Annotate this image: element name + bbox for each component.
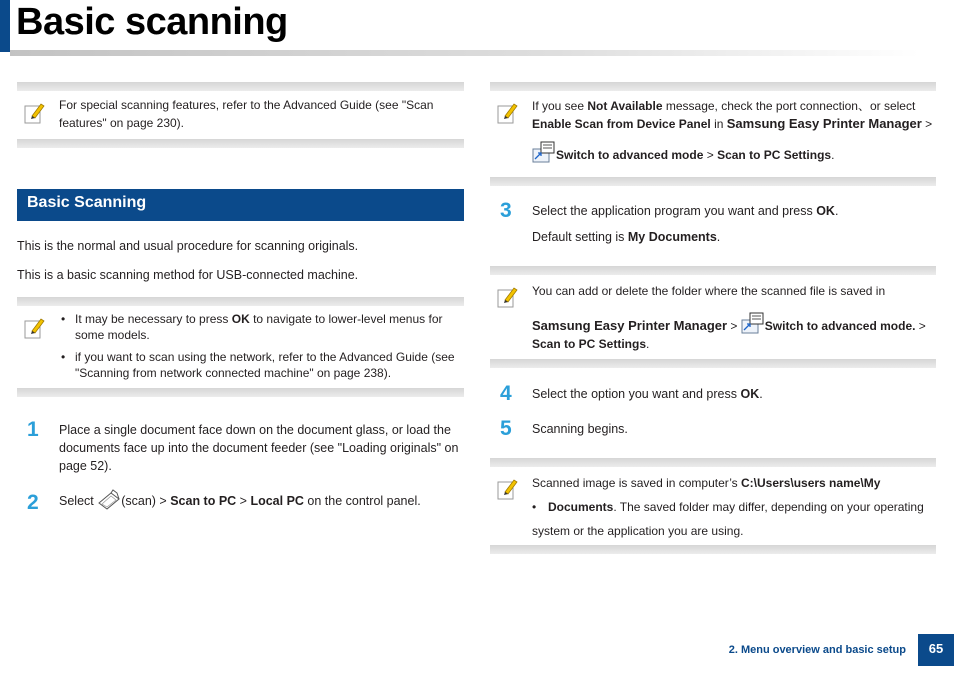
note-text-path: Switch to advanced mode > Scan to PC Settings. <box>532 141 936 164</box>
step-text: Select the option you want and press OK. <box>532 387 763 401</box>
switch-mode-icon <box>741 312 765 334</box>
step-number: 2 <box>27 491 39 514</box>
header-accent-bar <box>0 0 10 52</box>
scanner-icon <box>97 489 121 511</box>
note-text-path: Samsung Easy Printer Manager > Switch to advanced mode. > Scan to PC Settings. <box>532 312 936 353</box>
step-text: Scanning begins. <box>532 422 628 436</box>
step-text: Select (scan) > Scan to PC > Local PC on the control panel. <box>59 489 464 511</box>
pencil-note-icon <box>497 101 519 125</box>
step-4 <box>490 382 936 405</box>
list-item: • It may be necessary to press OK to navigate to lower-level menus for some models. <box>59 311 464 343</box>
step-3 <box>490 199 936 246</box>
pencil-note-icon <box>497 477 519 501</box>
step-text: Place a single document face down on the document glass, or load the documents face up into the document feeder (see "Loading originals" on page 52). <box>59 423 459 473</box>
intro-text-1: This is the normal and usual procedure for scanning originals. <box>17 239 359 253</box>
note-advanced-guide <box>17 82 464 148</box>
note-text: Scanned image is saved in computer’s C:\Users\users name\My • Documents. The saved folder may differ, depending on your operating system or the application you are using. <box>532 476 924 538</box>
step-text-default: Default setting is My Documents. <box>532 230 721 244</box>
pencil-note-icon <box>24 316 46 340</box>
note-lower-level-menus <box>17 297 464 397</box>
note-not-available <box>490 82 936 186</box>
step-number: 3 <box>500 199 512 222</box>
footer-chapter: 2. Menu overview and basic setup <box>728 644 906 656</box>
section-title: Basic Scanning <box>17 189 464 221</box>
note-saved-location <box>490 458 936 554</box>
step-1 <box>17 418 464 475</box>
pencil-note-icon <box>497 285 519 309</box>
note-bullet-list <box>59 311 464 381</box>
note-folder <box>490 266 936 368</box>
step-number: 4 <box>500 382 512 405</box>
step-text: Select the application program you want and press OK. <box>532 204 839 218</box>
note-text: If you see Not Available message, check the port connection、or select Enable Scan from Device Panel in Samsung Easy Printer Manager > <box>532 99 933 131</box>
step-2 <box>17 489 464 514</box>
left-column <box>17 82 464 514</box>
list-item: • if you want to scan using the network, refer to the Advanced Guide (see "Scanning from network connected machine" on page 238). <box>59 349 464 381</box>
title-rule <box>10 50 920 56</box>
switch-mode-icon <box>532 141 556 163</box>
note-text: For special scanning features, refer to the Advanced Guide (see "Scan features" on page 230). <box>59 98 434 130</box>
pencil-note-icon <box>24 101 46 125</box>
step-number: 1 <box>27 418 39 441</box>
page-title: Basic scanning <box>16 1 288 43</box>
note-text: You can add or delete the folder where the scanned file is saved in <box>532 284 886 298</box>
step-number: 5 <box>500 417 512 440</box>
right-column <box>490 82 936 554</box>
step-5 <box>490 417 936 440</box>
intro-text-2: This is a basic scanning method for USB-connected machine. <box>17 268 359 282</box>
page-number: 65 <box>918 634 954 666</box>
